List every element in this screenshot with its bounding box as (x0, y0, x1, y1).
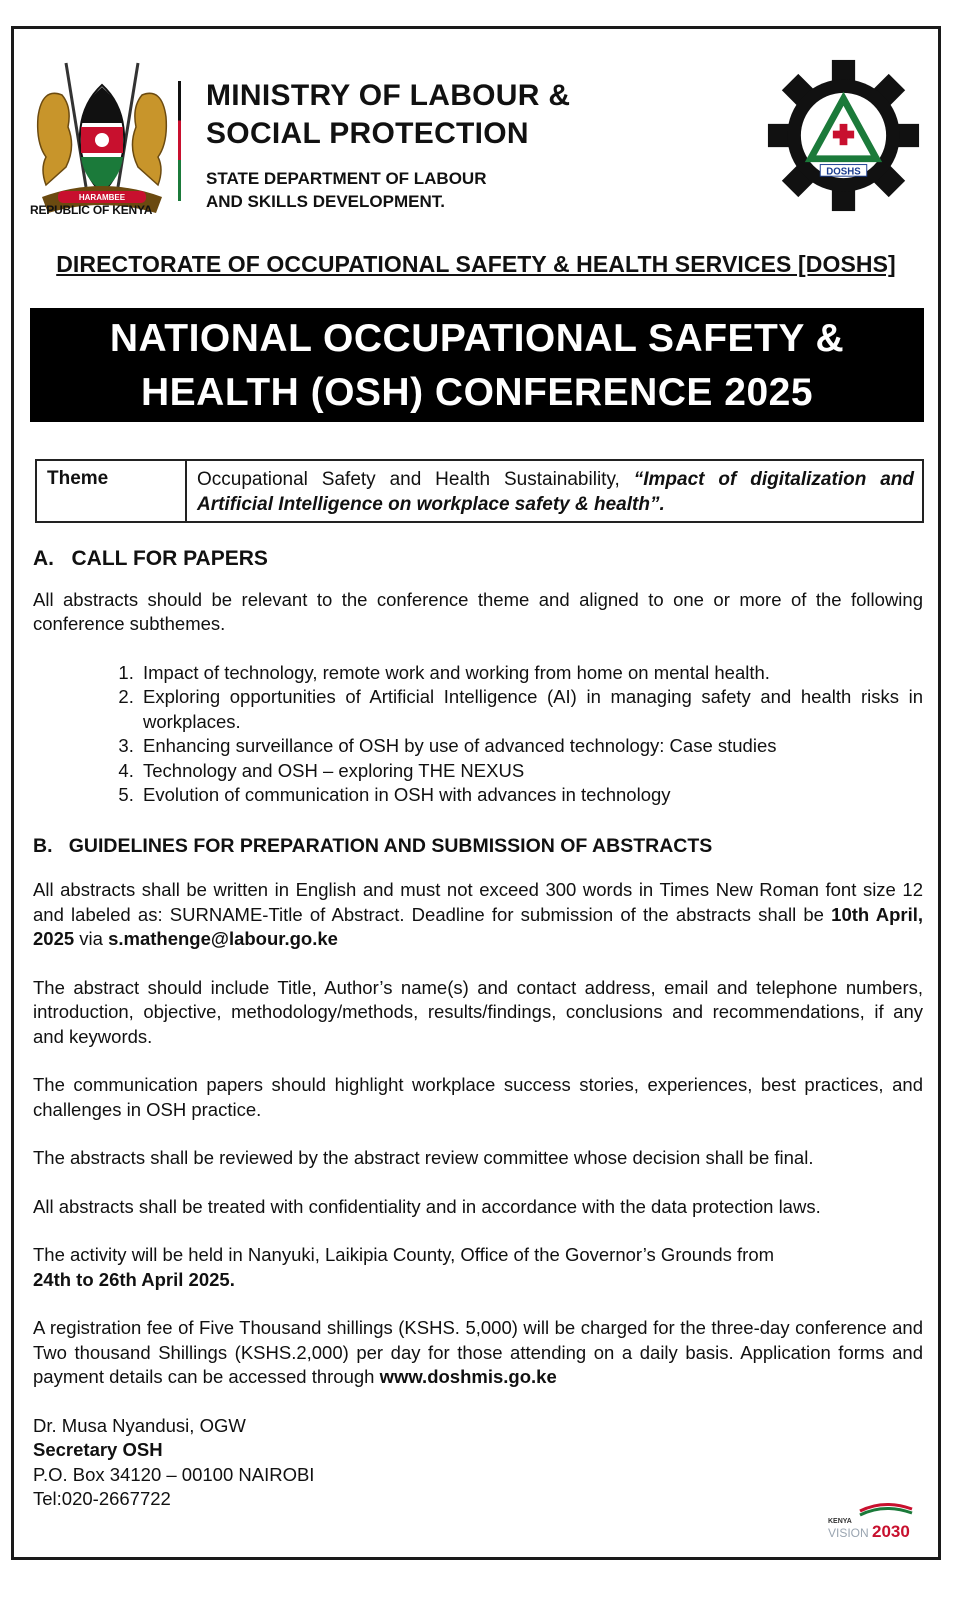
submission-text: All abstracts shall be written in English and must not exceed 300 words in Times New Roman font size 12 and labeled as: SURNAME-Title of Abstract. Deadline for submission of the abstracts shall be (33, 879, 923, 925)
subthemes-list (33, 661, 923, 808)
coat-caption: REPUBLIC OF KENYA (30, 203, 153, 217)
theme-plain: Occupational Safety and Health Sustainability, (197, 469, 620, 490)
registration-text: A registration fee of Five Thousand shillings (KSHS. 5,000) will be charged for the three-day conference and Two thousand Shillings (KSHS.2,000) per day for those attending on a daily basis. Application forms and payment details can be accessed through (33, 1317, 923, 1387)
signatory-name: Dr. Musa Nyandusi, OGW (33, 1414, 246, 1436)
list-item: 2. Exploring opportunities of Artificial Intelligence (AI) in managing safety and health risks in workplaces. (139, 685, 923, 734)
kenya-coat-of-arms-icon (32, 57, 172, 227)
notice-body (33, 547, 923, 1512)
banner-line-1: NATIONAL OCCUPATIONAL SAFETY & (109, 317, 845, 360)
letterhead (14, 29, 938, 239)
submission-email-link[interactable]: s.mathenge@labour.go.ke (108, 928, 338, 949)
theme-box (35, 459, 924, 523)
theme-text (197, 467, 914, 517)
venue-dates: 24th to 26th April 2025. (33, 1268, 235, 1290)
paragraph-review: The abstracts shall be reviewed by the abstract review committee whose decision shall be final. (33, 1147, 814, 1168)
logo-text: DOSHS (826, 166, 861, 178)
dept-line-1: STATE DEPARTMENT OF LABOUR (206, 169, 487, 188)
registration-url-link[interactable]: www.doshmis.go.ke (379, 1366, 557, 1387)
signatory-title: Secretary OSH (33, 1439, 163, 1460)
theme-emphasis: “Impact of digitalization and Artificial Intelligence on workplace safety & health”. (197, 469, 914, 515)
signatory-tel: Tel:020-2667722 (33, 1488, 171, 1509)
flag-color-divider (178, 81, 181, 201)
theme-label: Theme (37, 461, 187, 521)
section-a-heading: A. CALL FOR PAPERS (33, 547, 268, 570)
directorate-title: DIRECTORATE OF OCCUPATIONAL SAFETY & HEALTH SERVICES [DOSHS] (56, 251, 896, 277)
list-item: 3. Enhancing surveillance of OSH by use of advanced technology: Case studies (139, 734, 923, 759)
paragraph-submission (33, 878, 923, 952)
submission-deadline: 10th April, 2025 (33, 903, 923, 949)
paragraph-venue (33, 1243, 923, 1292)
section-a-intro: All abstracts should be relevant to the conference theme and aligned to one or more of the following conference subthemes. (33, 588, 923, 634)
signatory-address: P.O. Box 34120 – 00100 NAIROBI (33, 1463, 315, 1485)
signature-block (33, 1414, 923, 1512)
doshs-gear-logo-icon (766, 53, 921, 218)
vision-word: VISION (828, 1526, 869, 1540)
paragraph-confidentiality: All abstracts shall be treated with confidentiality and in accordance with the data protection laws. (33, 1195, 821, 1217)
list-item: 1. Impact of technology, remote work and working from home on mental health. (139, 661, 923, 686)
section-b-heading: B. GUIDELINES FOR PREPARATION AND SUBMISSION OF ABSTRACTS (33, 834, 713, 857)
kenya-vision-2030-logo-icon (826, 1497, 918, 1543)
submission-via: via (79, 928, 103, 949)
list-item: 5. Evolution of communication in OSH with advances in technology (139, 783, 923, 808)
conference-title-banner (30, 308, 924, 422)
list-item: 4. Technology and OSH – exploring THE NEXUS (139, 759, 923, 784)
dept-line-2: AND SKILLS DEVELOPMENT. (206, 192, 445, 211)
banner-line-2: HEALTH (OSH) CONFERENCE 2025 (140, 371, 814, 414)
notice-page (11, 26, 941, 1560)
paragraph-abstract-content: The abstract should include Title, Author’s name(s) and contact address, email and telephone numbers, introduction, objective, methodology/methods, results/findings, conclusions and recommendations, if any and keywords. (33, 976, 923, 1047)
paragraph-registration (33, 1316, 923, 1390)
ministry-name (206, 77, 570, 153)
state-department (206, 167, 486, 213)
vision-kenya-text: KENYA (828, 1518, 852, 1525)
vision-year: 2030 (872, 1522, 910, 1541)
ministry-line-2: SOCIAL PROTECTION (206, 117, 529, 150)
paragraph-communication: The communication papers should highlight workplace success stories, experiences, best practices, and challenges in OSH practice. (33, 1074, 923, 1120)
coat-motto: HARAMBEE (78, 193, 126, 202)
ministry-line-1: MINISTRY OF LABOUR & (206, 79, 571, 112)
venue-text: The activity will be held in Nanyuki, Laikipia County, Office of the Governor’s Grounds from (33, 1244, 775, 1265)
